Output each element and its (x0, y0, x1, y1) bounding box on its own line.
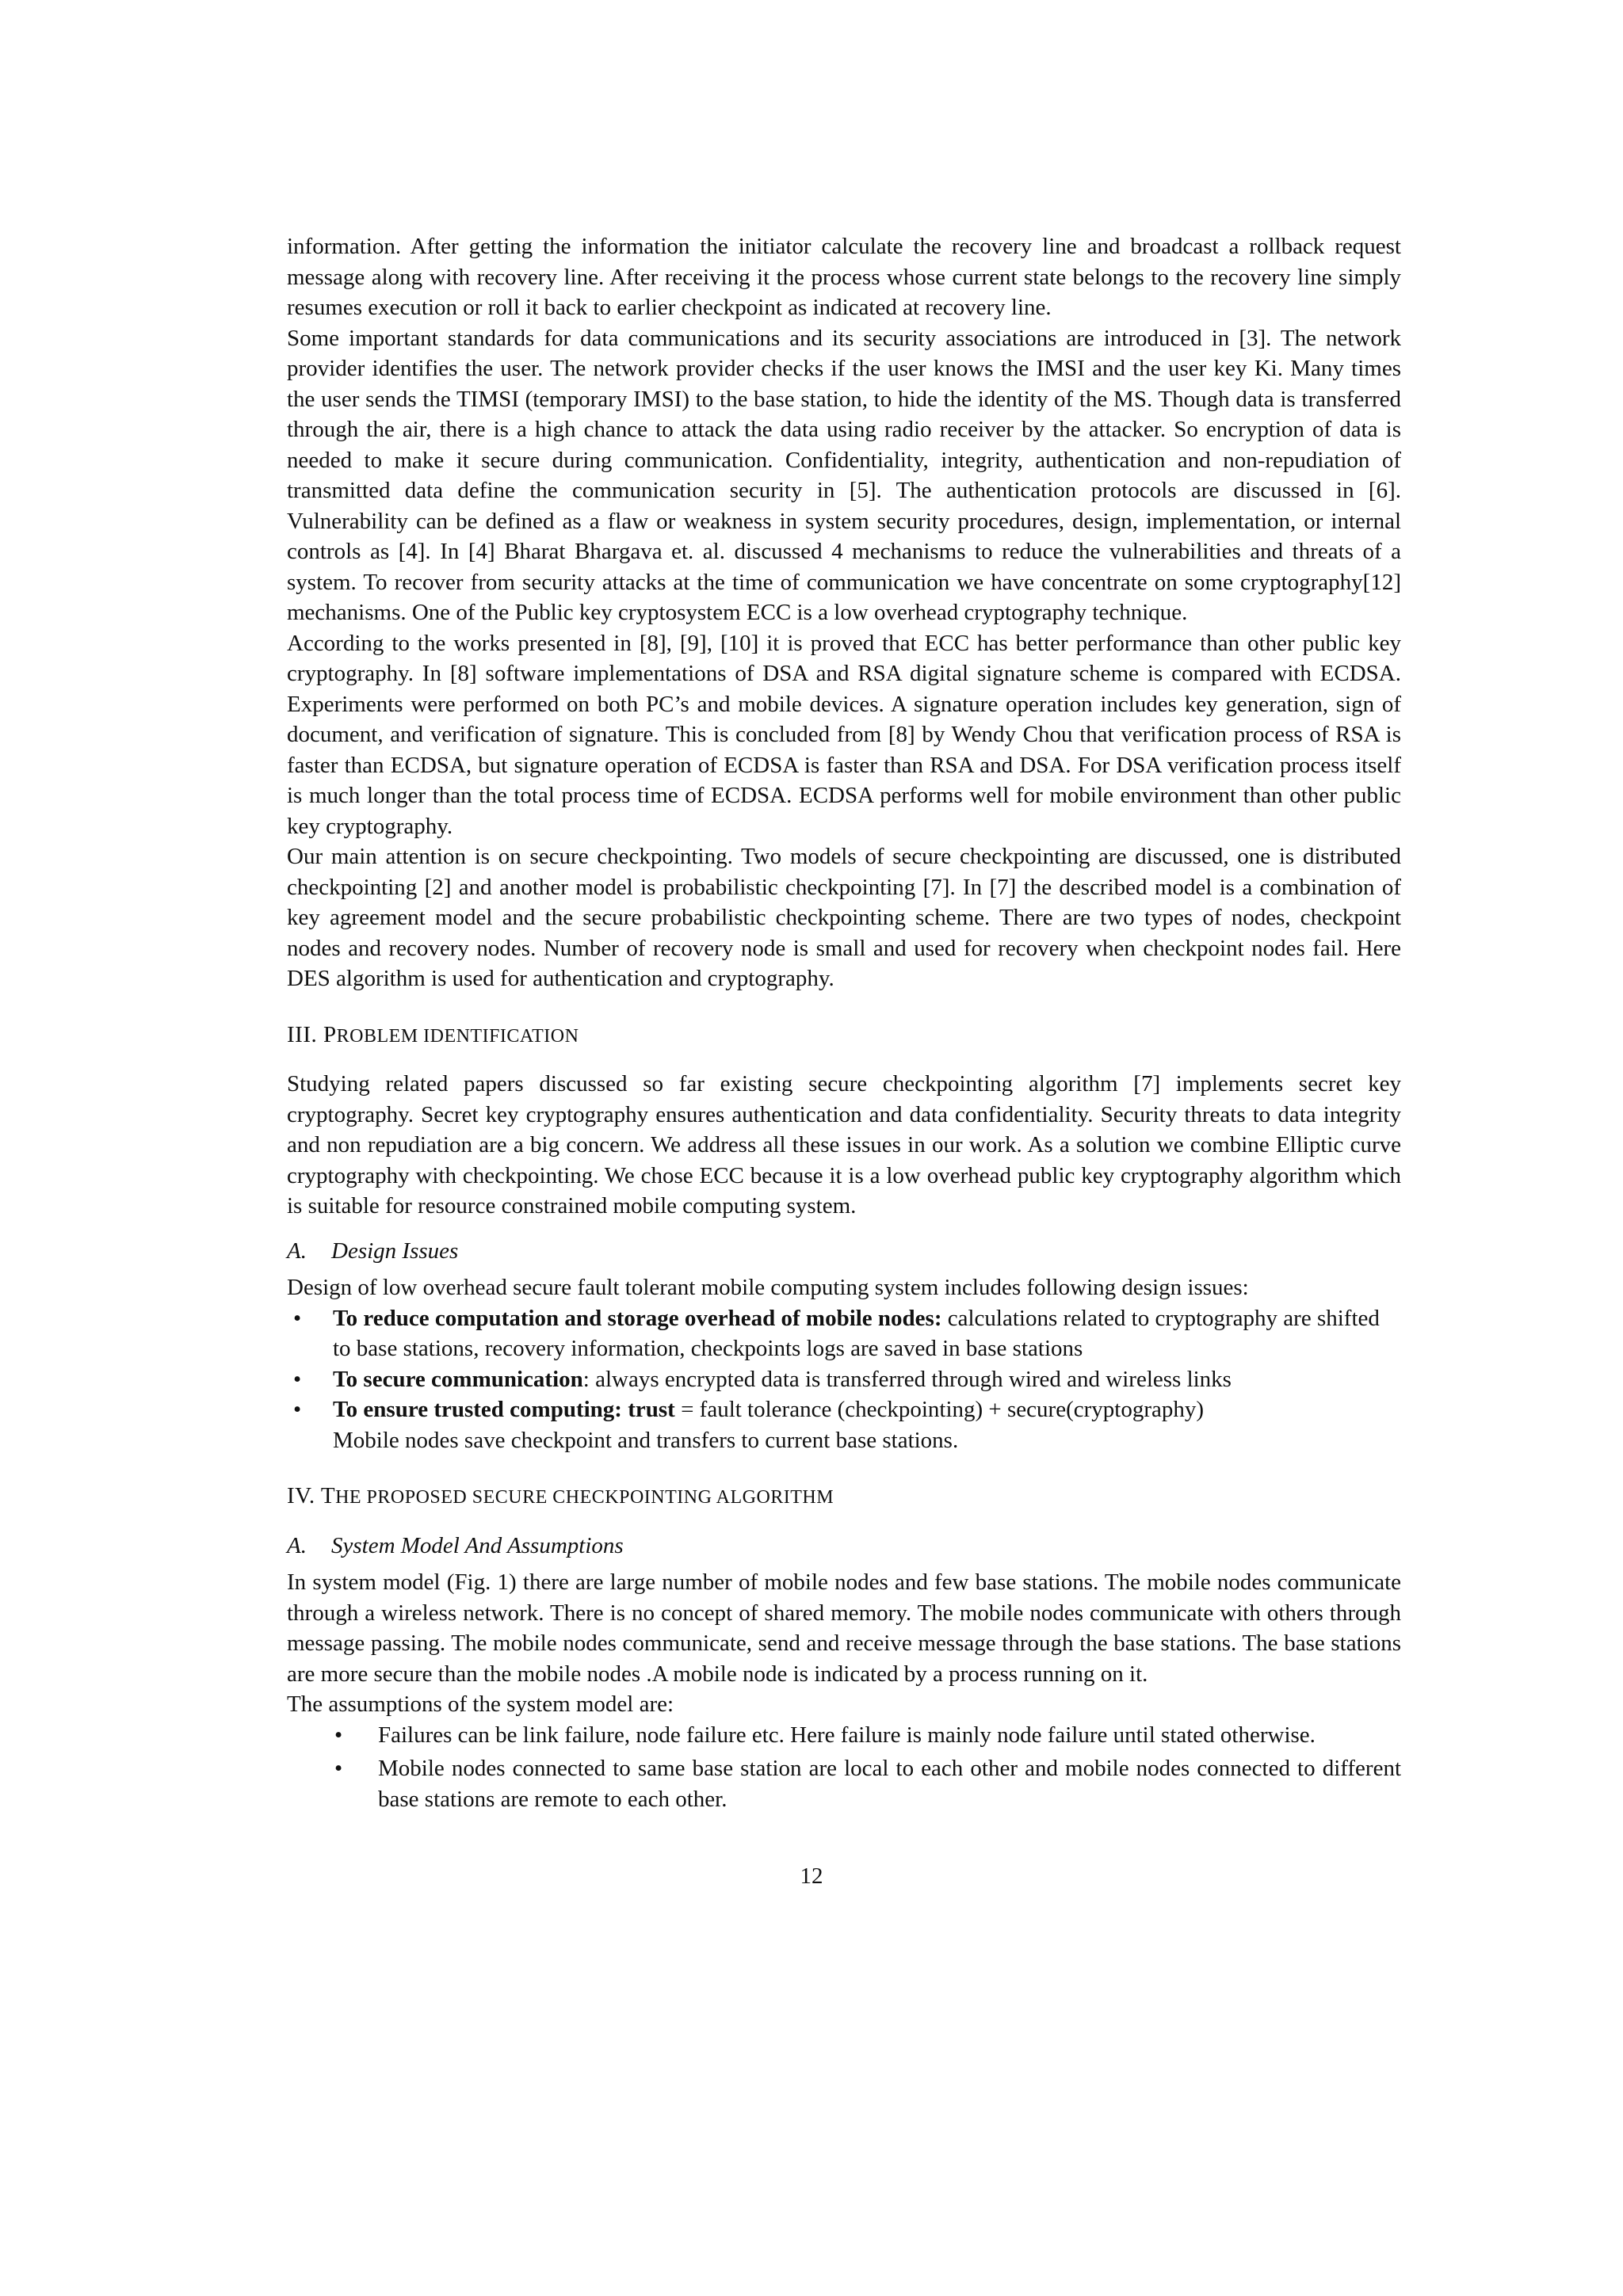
assumptions-list (287, 1720, 1401, 1815)
subheading-letter: A. (287, 1532, 307, 1558)
heading-prefix: IV. T (287, 1483, 336, 1508)
subheading-design-issues (287, 1236, 1401, 1267)
design-issues-list (287, 1303, 1401, 1456)
paragraph-problem: Studying related papers discussed so far existing secure checkpointing algorithm [7] implements secret key cryptography. Secret key cryptography ensures authentication and data confidentiality. Security threats to data integrity and non repudiation are a big concern. We address all these issues in our work. As a solution we combine Elliptic curve cryptography with checkpointing. We chose ECC because it is a low overhead public key cryptography algorithm which is suitable for resource constrained mobile computing system. (287, 1071, 1401, 1219)
page-content (287, 231, 1401, 1817)
list-item-bold: To secure communication (333, 1366, 583, 1392)
paragraph-recovery-line: information. After getting the information the initiator calculate the recovery line and broadcast a rollback request message along with recovery line. After receiving it the process whose current state belongs to the recovery line simply resumes execution or roll it back to earlier checkpoint as indicated at recovery line. (287, 234, 1401, 320)
list-item-bold: To ensure trusted computing: trust (333, 1397, 675, 1422)
list-item-continuation: Mobile nodes save checkpoint and transfers to current base stations. (333, 1427, 959, 1453)
bullet-icon: • (334, 1756, 343, 1781)
list-item (287, 1720, 1401, 1751)
section-heading-problem-identification (287, 1020, 1401, 1052)
bullet-icon: • (293, 1366, 302, 1392)
paragraph-ecc-performance: According to the works presented in [8], [9], [10] it is proved that ECC has better performance than other public key cryptography. In [8] software implementations of DSA and RSA digital signature scheme is compared with ECDSA. Experiments were performed on both PC’s and mobile devices. A signature operation includes key generation, sign of document, and verification of signature. This is concluded from [8] by Wendy Chou that verification process of RSA is faster than ECDSA, but signature operation of ECDSA is faster than RSA and DSA. For DSA verification process itself is much longer than the total process time of ECDSA. ECDSA performs well for mobile environment than other public key cryptography. (287, 630, 1401, 839)
bullet-icon: • (293, 1305, 302, 1331)
paragraph-secure-checkpointing: Our main attention is on secure checkpointing. Two models of secure checkpointing are discussed, one is distributed checkpointing [2] and another model is probabilistic checkpointing [7]. In [7] the described model is a combination of key agreement model and the secure probabilistic checkpointing scheme. There are two types of nodes, checkpoint nodes and recovery nodes. Number of recovery node is small and used for recovery when checkpoint nodes fail. Here DES algorithm is used for authentication and cryptography. (287, 844, 1401, 991)
list-item-text: Failures can be link failure, node failure etc. Here failure is mainly node failure until stated otherwise. (378, 1722, 1316, 1748)
section-heading-proposed-algorithm (287, 1481, 1401, 1513)
list-item (287, 1753, 1401, 1814)
list-item-text: : always encrypted data is transferred through wired and wireless links (582, 1366, 1232, 1392)
list-item-text: Mobile nodes connected to same base station are local to each other and mobile nodes connected to different base stations are remote to each other. (378, 1756, 1401, 1812)
list-item (287, 1364, 1401, 1395)
list-item (287, 1303, 1401, 1364)
heading-rest: ROBLEM IDENTIFICATION (336, 1025, 579, 1047)
subheading-letter: A. (287, 1238, 307, 1264)
heading-rest: HE PROPOSED SECURE CHECKPOINTING ALGORITHM (335, 1487, 834, 1508)
paragraph-system-model: In system model (Fig. 1) there are large number of mobile nodes and few base stations. The mobile nodes communicate through a wireless network. There is no concept of shared memory. The mobile nodes communicate with others through message passing. The mobile nodes communicate, send and receive message through the base stations. The base stations are more secure than the mobile nodes .A mobile node is indicated by a process running on it. (287, 1569, 1401, 1687)
paragraph-security-standards: Some important standards for data communications and its security associations are introduced in [3]. The network provider identifies the user. The network provider checks if the user knows the IMSI and the user key Ki. Many times the user sends the TIMSI (temporary IMSI) to the base station, to hide the identity of the MS. Though data is transferred through the air, there is a high chance to attack the data using radio receiver by the attacker. So encryption of data is needed to make it secure during communication. Confidentiality, integrity, authentication and non-repudiation of transmitted data define the communication security in [5]. The authentication protocols are discussed in [6]. Vulnerability can be defined as a flaw or weakness in system security procedures, design, implementation, or internal controls as [4]. In [4] Bharat Bhargava et. al. discussed 4 mechanisms to reduce the vulnerabilities and threats of a system. To recover from security attacks at the time of communication we have concentrate on some cryptography[12] mechanisms. One of the Public key cryptosystem ECC is a low overhead cryptography technique. (287, 325, 1401, 625)
list-item-text: calculations related to cryptography are shifted to base stations, recovery information, checkpoints logs are saved in base stations (333, 1305, 1380, 1361)
subheading-title: System Model And Assumptions (331, 1532, 624, 1558)
bullet-icon: • (293, 1397, 302, 1422)
list-item-bold: To reduce computation and storage overhead of mobile nodes: (333, 1305, 942, 1331)
list-item (287, 1394, 1401, 1455)
subheading-system-model (287, 1531, 1401, 1562)
paragraph-assumptions-intro: The assumptions of the system model are: (287, 1691, 674, 1717)
bullet-icon: • (334, 1722, 343, 1748)
list-item-text: = fault tolerance (checkpointing) + secure(cryptography) (674, 1397, 1205, 1422)
page-number: 12 (800, 1863, 823, 1889)
paragraph-design-intro: Design of low overhead secure fault tolerant mobile computing system includes following design issues: (287, 1275, 1249, 1300)
heading-prefix: III. P (287, 1021, 337, 1047)
subheading-title: Design Issues (331, 1238, 459, 1264)
